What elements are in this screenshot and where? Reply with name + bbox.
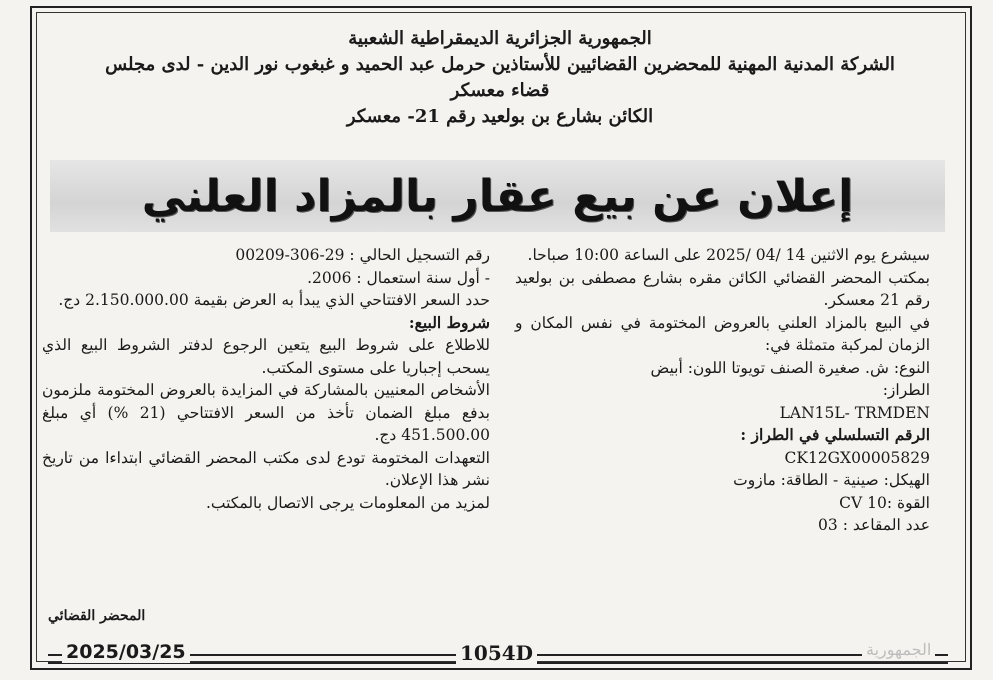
document-header — [50, 26, 950, 130]
right-column — [515, 244, 930, 537]
vehicle-model-value: LAN15L- TRMDEN — [779, 403, 930, 422]
registration-number: رقم التسجيل الحالي : 29-306-00209 — [235, 246, 490, 264]
vehicle-power: القوة :10 CV — [839, 493, 930, 512]
serial-value: CK12GX00005829 — [784, 448, 930, 467]
vehicle-seats: عدد المقاعد : 03 — [818, 516, 930, 534]
header-company: الشركة المدنية المهنية للمحضرين القضائيين للأستاذين حرمل عبد الحميد و غبغوب نور الدين - لدى مجلس — [105, 54, 895, 75]
left-column — [42, 244, 490, 514]
auction-date-paragraph: سيشرع يوم الاثنين 14 /04 /2025 على الساعة 10:00 صباحا. — [527, 246, 930, 264]
header-court: قضاء معسكر — [450, 80, 550, 101]
page-title: إعلان عن بيع عقار بالمزاد العلني — [141, 170, 854, 222]
newspaper-watermark: الجمهورية — [862, 640, 935, 659]
condition-1: للاطلاع على شروط البيع يتعين الرجوع لدفتر الشروط البيع الذي يسحب إجباريا على مستوى المكتب. — [42, 336, 490, 377]
vehicle-model-label: الطراز: — [882, 381, 930, 399]
footer-date: 2025/03/25 — [62, 641, 190, 663]
vehicle-body: الهيكل: صينية - الطاقة: مازوت — [733, 471, 930, 489]
footer-code: 1054D — [456, 641, 537, 665]
opening-price: حدد السعر الافتتاحي الذي يبدأ به العرض بقيمة 2.150.000.00 دج. — [58, 291, 490, 309]
header-republic: الجمهورية الجزائرية الديمقراطية الشعبية — [348, 28, 652, 49]
condition-2: الأشخاص المعنيين بالمشاركة في المزايدة بالعروض المختومة ملزمون بدفع مبلغ الضمان تأخذ من السعر الافتتاحي (21 %) أي مبلغ 451.500.00 دج. — [42, 381, 490, 444]
conditions-title: شروط البيع: — [408, 312, 490, 332]
title-banner — [50, 160, 945, 232]
condition-3: التعهدات المختومة تودع لدى مكتب المحضر القضائي ابتداءا من تاريخ نشر هذا الإعلان. — [42, 448, 490, 489]
serial-label: الرقم التسلسلي في الطراز : — [740, 425, 930, 444]
first-use-year: - أول سنة استعمال : 2006. — [307, 268, 490, 287]
condition-4: لمزيد من المعلومات يرجى الاتصال بالمكتب. — [205, 493, 490, 512]
vehicle-type: النوع: ش. صغيرة الصنف تويوتا اللون: أبيض — [650, 358, 930, 377]
header-address: الكائن بشارع بن بولعيد رقم 21- معسكر — [346, 106, 654, 127]
auction-method-paragraph: في البيع بالمزاد العلني بالعروض المختومة في نفس المكان و الزمان لمركبة متمثلة في: — [515, 313, 930, 354]
signature: المحضر القضائي — [48, 608, 146, 624]
auction-location-paragraph: بمكتب المحضر القضائي الكائن مقره بشارع مصطفى بن بولعيد رقم 21 معسكر. — [515, 268, 930, 309]
